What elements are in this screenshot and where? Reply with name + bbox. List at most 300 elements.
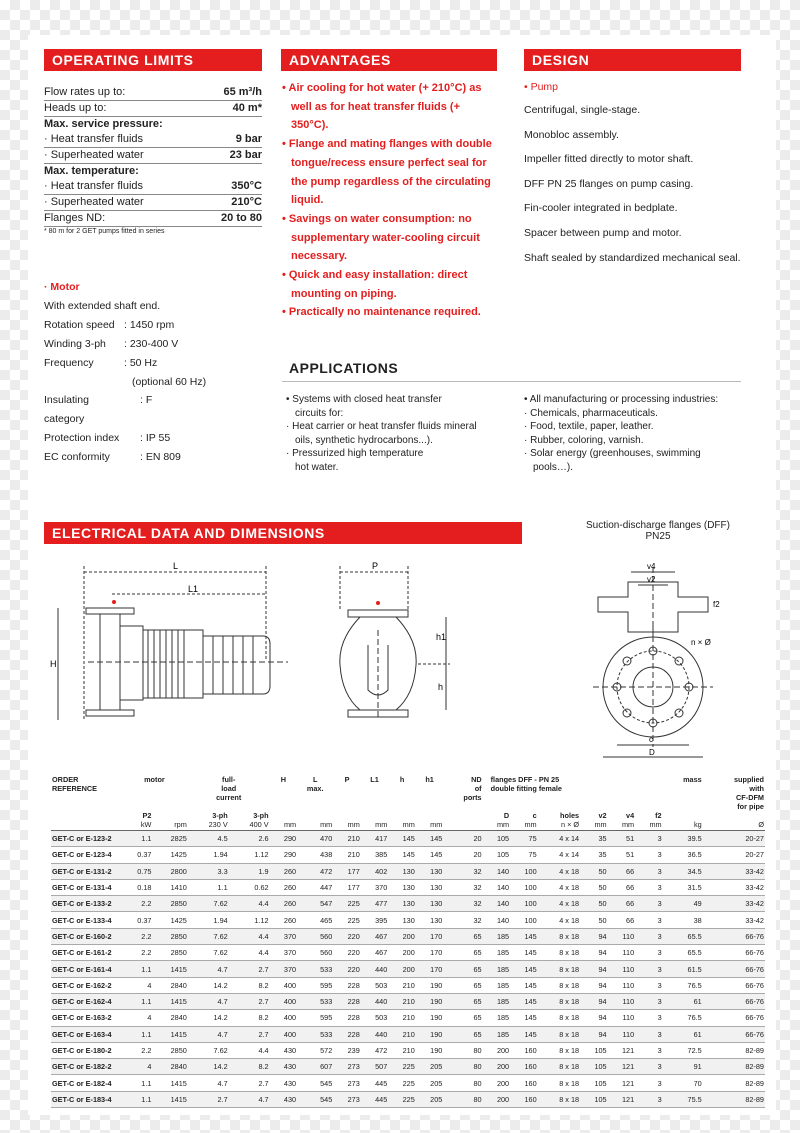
table-cell: 140 (496, 866, 510, 876)
table-cell: 145 (524, 997, 537, 1007)
table-cell: 31.5 (687, 883, 702, 893)
col-header-text: CF-DFM (736, 793, 764, 802)
table-cell: 200 (496, 1094, 510, 1104)
table-cell: 66-76 (745, 964, 764, 974)
table-cell: 145 (524, 1029, 537, 1039)
table-cell: 3 (657, 883, 662, 893)
table-cell: 370 (283, 948, 297, 958)
table-cell: 430 (283, 1078, 297, 1088)
table-cell: 370 (283, 964, 297, 974)
table-cell: 94 (598, 948, 607, 958)
table-cell: 170 (430, 931, 443, 941)
table-subheader-row (51, 811, 765, 820)
table-cell: 65 (473, 948, 482, 958)
subheader-cell (663, 811, 703, 820)
table-cell: 572 (320, 1046, 333, 1055)
dim-label-v2: v2 (647, 575, 656, 584)
design-line: Monobloc assembly. (524, 128, 619, 141)
htf-temp-row (44, 179, 262, 195)
table-cell: 33-42 (745, 899, 764, 909)
table-cell: 66 (626, 899, 635, 909)
table-cell: 228 (347, 980, 360, 990)
dim-label-h: H (50, 659, 57, 669)
table-cell: 220 (347, 948, 360, 958)
table-cell: 3.3 (217, 866, 228, 876)
pump-front-view-drawing (328, 560, 458, 730)
table-cell: 121 (621, 1094, 635, 1104)
table-cell: 33-42 (745, 866, 764, 876)
table-cell: 94 (598, 997, 607, 1007)
protection-row (44, 429, 274, 448)
advantage-item: • Air cooling for hot water (+ 210°C) as well as for heat transfer fluids (+ 350°C). (282, 82, 482, 132)
table-cell: 75 (528, 850, 537, 860)
unit-cell: mm (402, 820, 415, 829)
table-cell: 200 (402, 931, 415, 941)
unit-cell (51, 820, 121, 831)
app-line: · Pressurized high temperature (286, 448, 424, 459)
table-cell: 1.1 (141, 1029, 152, 1039)
subheader-cell (361, 811, 389, 820)
table-cell: 65 (473, 931, 482, 941)
subheader-cell: 3-ph (253, 811, 269, 820)
pump-side-view-drawing (48, 560, 298, 730)
table-cell: 110 (622, 931, 635, 941)
table-cell: 51 (626, 834, 635, 844)
table-cell: 200 (496, 1062, 510, 1072)
col-header-text: motor (144, 775, 165, 784)
electrical-dimensions-table (51, 775, 765, 1108)
table-cell: 3 (657, 1094, 662, 1104)
app-line: · Rubber, coloring, varnish. (524, 434, 644, 446)
table-cell: 395 (375, 915, 388, 925)
table-cell: 94 (598, 931, 607, 941)
table-cell: 3 (657, 1062, 662, 1072)
table-cell: 533 (320, 964, 333, 974)
col-header-text: ND (471, 775, 482, 784)
col-header-text: mass (683, 775, 702, 784)
col-header-text: for pipe (737, 802, 764, 811)
table-cell: 2850 (170, 948, 187, 958)
table-cell: 65 (473, 1029, 482, 1039)
unit-cell: mm (621, 820, 635, 829)
rotation-row (44, 316, 274, 335)
table-row (51, 977, 765, 993)
table-cell: 94 (598, 964, 607, 974)
datasheet-page (28, 35, 776, 1115)
table-cell: 4.5 (217, 834, 228, 844)
table-row (51, 912, 765, 928)
flange-caption-line1: Suction-discharge flanges (DFF) (586, 520, 730, 531)
table-row (51, 831, 765, 847)
col-header-text: L (312, 775, 318, 784)
table-cell: 400 (283, 1013, 297, 1023)
temp-title (44, 164, 262, 179)
subheader-cell (703, 811, 765, 820)
table-cell: 260 (283, 866, 297, 876)
table-cell: 14.2 (213, 1013, 228, 1023)
temp-title-text: Max. temperature: (44, 165, 139, 177)
design-list (524, 79, 754, 270)
order-reference-cell: GET-C or E-182-2 (52, 1062, 112, 1072)
table-cell: 145 (524, 948, 537, 958)
order-reference-cell: GET-C or E-161-2 (52, 948, 112, 958)
table-cell: 32 (473, 866, 482, 876)
table-cell: 51 (626, 850, 635, 860)
order-reference-cell: GET-C or E-131-4 (52, 883, 112, 893)
operating-limits-list (44, 85, 262, 235)
applications-title: APPLICATIONS (289, 360, 399, 376)
table-row (51, 993, 765, 1009)
table-cell: 3 (657, 948, 662, 958)
table-cell: 145 (524, 931, 537, 941)
table-cell: 66 (626, 883, 635, 893)
unit-cell: 400 V (249, 820, 269, 829)
table-cell: 75 (528, 834, 537, 844)
order-reference-cell: GET-C or E-180-2 (52, 1046, 112, 1055)
unit-cell: mm (347, 820, 360, 829)
heads-row (44, 101, 262, 117)
table-cell: 140 (496, 915, 510, 925)
table-cell: 4.7 (258, 1094, 269, 1104)
pressure-title (44, 117, 262, 132)
col-header-text: full- (222, 775, 236, 784)
table-cell: 417 (375, 834, 388, 844)
table-cell: 445 (375, 1078, 388, 1088)
insulating-row (44, 391, 274, 429)
advantage-item: • Quick and easy installation: direct mounting on piping. (282, 269, 468, 300)
design-line: Shaft sealed by standardized mechanical seal. (524, 251, 741, 264)
table-cell: 3 (657, 931, 662, 941)
order-reference-cell: GET-C or E-123-2 (52, 834, 112, 844)
unit-cell: mm (524, 820, 537, 829)
unit-cell: mm (375, 820, 388, 829)
table-cell: 105 (496, 834, 510, 844)
table-row (51, 879, 765, 895)
table-cell: 7.62 (213, 931, 228, 941)
table-cell: 75.5 (687, 1094, 702, 1104)
table-cell: 228 (347, 997, 360, 1007)
table-cell: 4 x 14 (559, 834, 580, 844)
flange-drawing (583, 557, 733, 767)
advantage-item: • Practically no maintenance required. (282, 306, 481, 319)
col-header (483, 775, 663, 811)
table-cell: 177 (347, 866, 360, 876)
col-header (361, 775, 389, 811)
table-cell: 140 (496, 883, 510, 893)
subheader-cell: f2 (655, 811, 662, 820)
advantages-list (282, 79, 497, 322)
table-cell: 38 (693, 915, 702, 925)
dim-label-l1: L1 (188, 584, 199, 594)
table-cell: 100 (524, 866, 537, 876)
table-cell: 225 (402, 1094, 415, 1104)
table-cell: 533 (320, 1029, 333, 1039)
table-cell: 110 (622, 964, 635, 974)
table-cell: 0.62 (254, 883, 269, 893)
table-cell: 130 (430, 915, 443, 925)
advantage-item: • Savings on water consumption: no supplementary water-cooling circuit necessary. (282, 212, 480, 263)
table-cell: 80 (473, 1062, 482, 1072)
table-cell: 225 (402, 1078, 415, 1088)
table-cell: 1415 (170, 1094, 187, 1104)
table-row (51, 945, 765, 961)
table-cell: 20 (473, 850, 482, 860)
subheader-cell: v2 (598, 811, 607, 820)
table-cell: 160 (524, 1094, 537, 1104)
table-cell: 145 (402, 834, 415, 844)
table-cell: 130 (402, 915, 415, 925)
order-reference-cell: GET-C or E-131-2 (52, 866, 112, 876)
table-cell: 8 x 18 (559, 997, 580, 1007)
table-cell: 3 (657, 980, 662, 990)
table-cell: 3 (657, 915, 662, 925)
flange-caption-line2: PN25 (645, 531, 671, 542)
table-cell: 1425 (170, 850, 187, 860)
table-cell: 290 (283, 834, 297, 844)
app-line: · Food, textile, paper, leather. (524, 421, 654, 432)
design-line: DFF PN 25 flanges on pump casing. (524, 177, 694, 190)
order-reference-cell: GET-C or E-162-2 (52, 980, 112, 990)
table-row (51, 1091, 765, 1107)
design-line: Centrifugal, single-stage. (524, 104, 641, 116)
table-cell: 210 (402, 1029, 415, 1039)
dim-label-h1: h1 (436, 632, 447, 642)
table-cell: 2800 (170, 866, 187, 876)
unit-cell: n × Ø (561, 820, 580, 829)
order-reference-cell: GET-C or E-133-4 (52, 915, 112, 925)
htf-temp-label: · Heat transfer fluids (44, 180, 144, 192)
unit-cell: mm (320, 820, 333, 829)
table-cell: 507 (375, 1062, 388, 1072)
order-reference-cell: GET-C or E-123-4 (52, 850, 112, 860)
table-row (51, 863, 765, 879)
table-cell: 0.75 (137, 866, 152, 876)
applications-left (286, 393, 501, 474)
table-cell: 472 (375, 1046, 388, 1055)
table-cell: 185 (496, 980, 510, 990)
unit-cell: 230 V (208, 820, 228, 829)
rotation-value: : 1450 rpm (124, 318, 175, 331)
table-cell: 7.62 (213, 1046, 228, 1055)
subheader-cell (443, 811, 482, 820)
table-cell: 273 (347, 1062, 360, 1072)
table-cell: 503 (375, 1013, 388, 1023)
table-cell: 430 (283, 1094, 297, 1104)
col-header (416, 775, 444, 811)
table-cell: 130 (430, 866, 443, 876)
col-header-text: ORDER (52, 775, 79, 784)
table-cell: 1.9 (258, 866, 269, 876)
col-header (388, 775, 416, 811)
table-cell: 33-42 (745, 883, 764, 893)
table-cell: 4.4 (258, 931, 269, 941)
col-header-text: supplied (734, 775, 764, 784)
table-cell: 4.7 (217, 964, 228, 974)
unit-cell: kW (140, 820, 152, 829)
dim-label-p: P (372, 561, 379, 571)
flow-value: 65 m³/h (223, 86, 262, 98)
table-cell: 4 (147, 980, 152, 990)
table-cell: 1.1 (141, 1078, 152, 1088)
dim-label-c: c (649, 735, 653, 744)
col-header-text: max. (306, 784, 324, 793)
table-cell: 65.5 (687, 948, 702, 958)
table-cell: 225 (347, 899, 360, 909)
table-cell: 35 (598, 834, 607, 844)
table-cell: 110 (622, 1029, 635, 1039)
table-cell: 65 (473, 980, 482, 990)
table-cell: 105 (594, 1062, 607, 1072)
table-cell: 185 (496, 948, 510, 958)
table-cell: 7.62 (213, 899, 228, 909)
sw-temp-row (44, 195, 262, 211)
table-cell: 560 (320, 931, 333, 941)
htf-label: · Heat transfer fluids (44, 133, 144, 145)
table-cell: 210 (402, 980, 415, 990)
table-cell: 66 (626, 915, 635, 925)
applications-right (524, 393, 744, 474)
frequency-value: : 50 Hz (124, 356, 158, 369)
table-cell: 1.94 (213, 915, 228, 925)
table-cell: 445 (375, 1094, 388, 1104)
table-cell: 2840 (170, 1062, 187, 1072)
table-cell: 3 (657, 899, 662, 909)
order-reference-cell: GET-C or E-163-4 (52, 1029, 112, 1039)
table-cell: 2840 (170, 980, 187, 990)
table-cell: 82-89 (745, 1046, 764, 1055)
table-cell: 190 (430, 997, 443, 1007)
advantage-item: • Flange and mating flanges with double tongue/recess ensure perfect seal for the pump regardless of the circulating liquid. (282, 138, 492, 207)
table-cell: 32 (473, 899, 482, 909)
table-row (51, 961, 765, 977)
sw-pressure-row (44, 148, 262, 164)
table-cell: 545 (320, 1094, 333, 1104)
table-cell: 205 (430, 1062, 443, 1072)
subheader-cell (333, 811, 361, 820)
table-cell: 2840 (170, 1013, 187, 1023)
table-cell: 50 (598, 883, 607, 893)
table-cell: 273 (347, 1094, 360, 1104)
table-row (51, 928, 765, 944)
design-line: Impeller fitted directly to motor shaft. (524, 153, 694, 166)
table-cell: 1415 (170, 964, 187, 974)
order-reference-cell: GET-C or E-162-4 (52, 997, 112, 1007)
table-cell: 91 (693, 1062, 702, 1072)
table-cell: 260 (283, 899, 297, 909)
table-cell: 3 (657, 964, 662, 974)
table-cell: 225 (402, 1062, 415, 1072)
col-header (443, 775, 482, 811)
table-cell: 8 x 18 (559, 1094, 580, 1104)
table-cell: 465 (320, 915, 333, 925)
col-header (270, 775, 298, 811)
table-cell: 467 (375, 931, 388, 941)
table-cell: 49 (693, 899, 702, 909)
table-cell: 1.94 (213, 850, 228, 860)
table-cell: 8.2 (258, 980, 269, 990)
order-reference-cell: GET-C or E-160-2 (52, 931, 112, 941)
table-cell: 0.37 (137, 915, 152, 925)
table-cell: 94 (598, 1029, 607, 1039)
pump-title: • Pump (524, 81, 559, 93)
subheader-cell: D (503, 811, 510, 820)
table-cell: 200 (496, 1046, 510, 1055)
subheader-cell (270, 811, 298, 820)
table-cell: 80 (473, 1094, 482, 1104)
table-cell: 130 (430, 883, 443, 893)
electrical-header: ELECTRICAL DATA AND DIMENSIONS (44, 522, 522, 544)
table-cell: 2.7 (258, 1029, 269, 1039)
table-cell: 8 x 18 (559, 964, 580, 974)
subheader-cell (416, 811, 444, 820)
table-cell: 110 (622, 997, 635, 1007)
table-cell: 145 (430, 834, 443, 844)
table-cell: 4 x 18 (559, 883, 580, 893)
table-cell: 145 (430, 850, 443, 860)
table-cell: 50 (598, 866, 607, 876)
col-header-text: flanges DFF - PN 25 (490, 775, 560, 784)
protection-label: Protection index (44, 432, 120, 445)
table-cell: 4 x 18 (559, 915, 580, 925)
table-cell: 260 (283, 883, 297, 893)
htf-temp-value: 350°C (231, 180, 262, 192)
table-cell: 145 (402, 850, 415, 860)
table-cell: 228 (347, 1013, 360, 1023)
table-cell: 20-27 (745, 850, 764, 860)
table-cell: 1.12 (254, 850, 269, 860)
table-cell: 595 (320, 980, 333, 990)
table-cell: 105 (594, 1046, 607, 1055)
table-cell: 3 (657, 834, 662, 844)
table-cell: 400 (283, 1029, 297, 1039)
table-row (51, 1010, 765, 1026)
table-cell: 1415 (170, 1029, 187, 1039)
table-cell: 160 (524, 1078, 537, 1088)
table-cell: 185 (496, 997, 510, 1007)
table-cell: 260 (283, 915, 297, 925)
table-cell: 100 (524, 899, 537, 909)
table-cell: 35 (598, 850, 607, 860)
order-reference-cell: GET-C or E-133-2 (52, 899, 112, 909)
table-cell: 66-76 (745, 948, 764, 958)
col-header (188, 775, 270, 811)
table-cell: 4.7 (217, 997, 228, 1007)
pressure-title-text: Max. service pressure: (44, 118, 163, 130)
table-cell: 1415 (170, 997, 187, 1007)
col-header-text: h1 (425, 775, 434, 784)
table-cell: 20-27 (745, 834, 764, 844)
table-cell: 145 (524, 1013, 537, 1023)
subheader-cell: v4 (626, 811, 635, 820)
table-cell: 8 x 18 (559, 1078, 580, 1088)
table-cell: 140 (496, 899, 510, 909)
app-line: • Systems with closed heat transfer (286, 394, 442, 405)
col-header-text: of (474, 784, 482, 793)
table-cell: 105 (594, 1078, 607, 1088)
table-cell: 228 (347, 1029, 360, 1039)
table-cell: 7.62 (213, 948, 228, 958)
col-header (703, 775, 765, 811)
col-header-text: ports (463, 793, 482, 802)
heads-label: Heads up to: (44, 102, 107, 114)
table-cell: 225 (347, 915, 360, 925)
dim-label-v4: v4 (647, 562, 656, 571)
table-cell: 3 (657, 866, 662, 876)
table-cell: 8 x 18 (559, 948, 580, 958)
table-cell: 66-76 (745, 1013, 764, 1023)
limits-footnote: * 80 m for 2 GET pumps fitted in series (44, 228, 165, 235)
table-cell: 66 (626, 866, 635, 876)
